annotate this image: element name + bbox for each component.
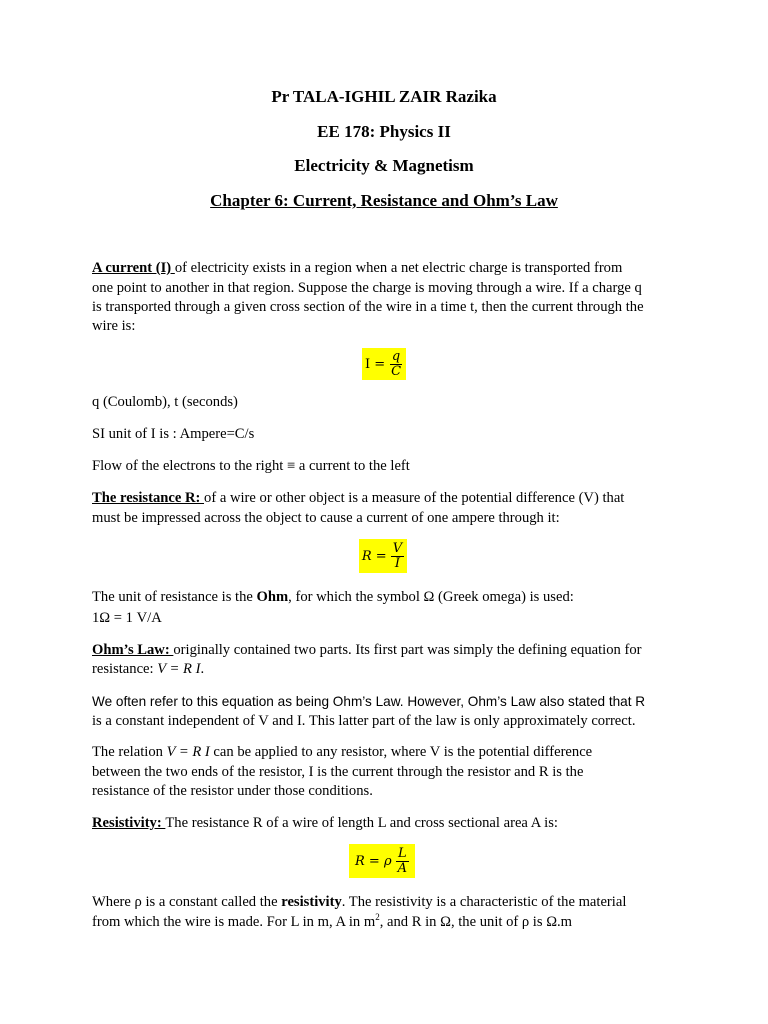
chapter-title: [0, 191, 768, 211]
current-term: A current (I): [92, 260, 175, 276]
ohms-law-line2: [92, 660, 692, 680]
resistivity-post: . The resistivity is a characteristic of the material: [341, 894, 627, 910]
ohms-law-p3-post: can be applied to any resistor, where V is the potential difference: [209, 744, 593, 760]
resistance-eq-lhs: R =: [361, 548, 387, 564]
current-para-line1: [92, 259, 692, 279]
resistance-para-line2: must be impressed across the object to cause a current of one ampere through it:: [92, 510, 560, 526]
ohms-law-line2-post: .: [200, 661, 205, 677]
ohms-law-line2-eq: V = R I: [157, 661, 201, 677]
resistivity-term: Resistivity:: [92, 815, 166, 831]
current-flow: Flow of the electrons to the right ≡ a current to the left: [92, 458, 410, 474]
ohms-law-term: Ohm’s Law:: [92, 642, 174, 658]
resistivity-line3: [92, 913, 692, 933]
ohms-law-p3-pre: The relation: [92, 744, 167, 760]
ohms-law-line1: [92, 641, 692, 661]
resistance-eq-fraction: [391, 542, 404, 571]
resistance-unit-line: [92, 588, 692, 608]
resistivity-line3-sup: 2: [375, 912, 380, 923]
ohms-law-p3-line1: [92, 743, 692, 763]
ohms-law-line1-text: originally contained two parts. Its first part was simply the defining equation for: [173, 642, 642, 658]
ohms-law-p2-line2: is a constant independent of V and I. This latter part of the law is only approximately correct.: [92, 713, 636, 729]
resistance-unit-pre: The unit of resistance is the: [92, 589, 257, 605]
resistivity-eq-fraction: [396, 847, 409, 876]
resistivity-line3-pre: from which the wire is made. For L in m, A in m: [92, 914, 376, 930]
resistivity-eq-lhs: R = ρ: [355, 853, 392, 869]
resistance-equation: [359, 539, 407, 573]
resistivity-eq-denominator: A: [397, 860, 407, 876]
resistance-eq-numerator: V: [392, 540, 403, 556]
subject-line: Electricity & Magnetism: [294, 156, 474, 175]
current-para-line3: is transported through a given cross section of the wire in a time t, then the current through the: [92, 299, 644, 315]
chapter-title-text: Chapter 6: Current, Resistance and Ohm’s Law: [210, 191, 558, 210]
ohms-law-p3-line3: resistance of the resistor under those conditions.: [92, 783, 373, 799]
current-para-line2: one point to another in that region. Suppose the charge is moving through a wire. If a charge q: [92, 280, 642, 296]
ohms-law-p3-eq: V = R I: [166, 744, 210, 760]
resistance-line1-text: of a wire or other object is a measure of the potential difference (V) that: [204, 490, 625, 506]
resistance-term: The resistance R:: [92, 490, 205, 506]
resistivity-equation: [349, 844, 415, 878]
current-eq-fraction: [389, 350, 403, 379]
resistance-unit-def: 1Ω = 1 V/A: [92, 610, 162, 626]
current-para-line4: wire is:: [92, 318, 136, 334]
resistivity-line3-post: , and R in Ω, the unit of ρ is Ω.m: [379, 914, 573, 930]
resistance-para-line1: [92, 489, 692, 509]
current-eq-numerator: q: [391, 348, 401, 364]
current-eq-lhs: I =: [364, 356, 386, 372]
resistivity-word: resistivity: [281, 894, 342, 910]
course-line: EE 178: Physics II: [317, 122, 451, 141]
resistivity-line1: [92, 814, 692, 834]
ohms-law-p2-line1: We often refer to this equation as being Ohm’s Law. However, Ohm’s Law also stated that R: [92, 694, 646, 709]
current-si-unit: SI unit of I is : Ampere=C/s: [92, 426, 255, 442]
current-line1-text: of electricity exists in a region when a net electric charge is transported from: [174, 260, 623, 276]
current-units: q (Coulomb), t (seconds): [92, 394, 238, 410]
resistivity-line2: [92, 893, 692, 913]
resistivity-line1-text: The resistance R of a wire of length L and cross sectional area A is:: [165, 815, 558, 831]
ohms-law-line2-pre: resistance:: [92, 661, 158, 677]
current-equation: [362, 348, 406, 380]
resistance-unit-word: Ohm: [256, 589, 289, 605]
resistance-eq-denominator: I: [394, 555, 400, 571]
ohms-law-p3-line2: between the two ends of the resistor, I is the current through the resistor and R is the: [92, 764, 584, 780]
resistivity-pre: Where ρ is a constant called the: [92, 894, 282, 910]
resistivity-eq-numerator: L: [397, 845, 407, 861]
current-eq-denominator: C: [391, 363, 402, 379]
author-line: Pr TALA-IGHIL ZAIR Razika: [271, 87, 497, 106]
resistance-unit-post: , for which the symbol Ω (Greek omega) is used:: [288, 589, 574, 605]
